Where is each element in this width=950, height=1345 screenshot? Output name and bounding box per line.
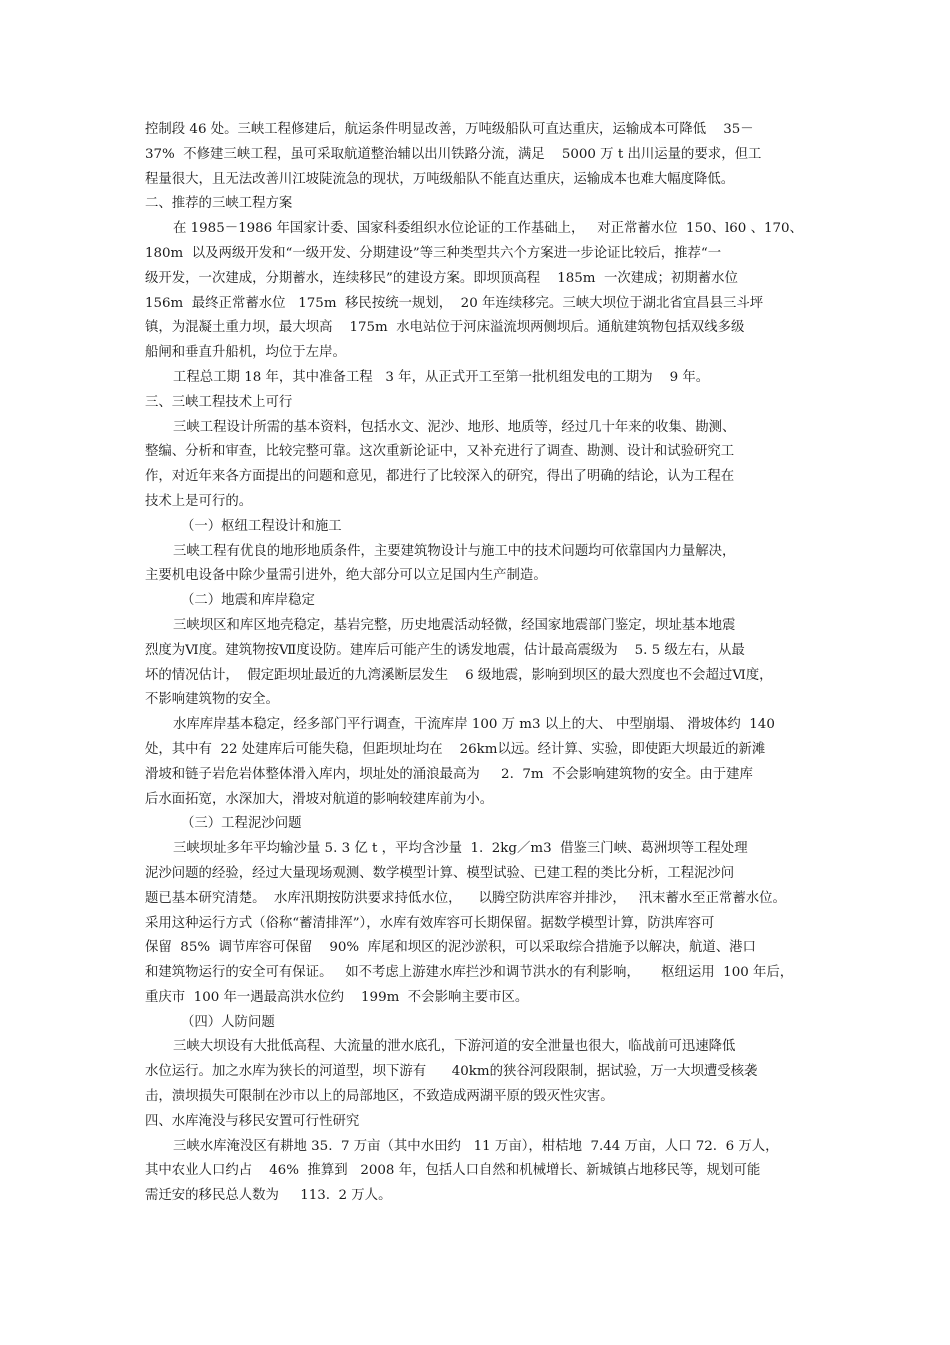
text-line: 水库库岸基本稳定，经多部门平行调查，干流库岸 100 万 m3 以上的大、 中型崩塌、 滑坡体约 140 bbox=[173, 717, 775, 733]
document-body bbox=[145, 118, 815, 1209]
subsection-heading: （二）地震和库岸稳定 bbox=[181, 593, 315, 609]
text-line: 三峡水库淹没区有耕地 35. 7 万亩（其中水田约 11 万亩），柑桔地 7.44 万亩，人口 72. 6 万人， bbox=[173, 1138, 779, 1154]
text-line: 泥沙问题的经验，经过大量现场观测、数学模型计算、模型试验、已建工程的类比分析，工程泥沙问 bbox=[145, 865, 735, 881]
text-line: 采用这种运行方式（俗称“蓄清排浑”），水库有效库容可长期保留。据数学模型计算，防洪库容可 bbox=[145, 915, 715, 931]
text-line: 船闸和垂直升船机，均位于左岸。 bbox=[145, 345, 346, 361]
text-line: 后水面拓宽，水深加大，滑坡对航道的影响较建库前为小。 bbox=[145, 791, 494, 807]
text-line: 水位运行。加之水库为狭长的河道型，坝下游有 40km的狭谷河段限制，据试验，万一大坝遭受核袭 bbox=[145, 1064, 758, 1080]
text-line: 程量很大，且无法改善川江坡陡流急的现状，万吨级船队不能直达重庆，运输成本也难大幅度降低。 bbox=[145, 171, 735, 187]
section-heading: 三、三峡工程技术上可行 bbox=[145, 394, 293, 410]
text-line: 题已基本研究清楚。 水库汛期按防洪要求持低水位， 以腾空防洪库容并排沙， 汛末蓄水至正常蓄水位。 bbox=[145, 890, 786, 906]
text-line: 和建筑物运行的安全可有保证。 如不考虑上游建水库拦沙和调节洪水的有利影响， 枢纽运用 100 年后， bbox=[145, 965, 794, 981]
text-line: 保留 85% 调节库容可保留 90% 库尾和坝区的泥沙淤积，可以采取综合措施予以解决，航道、港口 bbox=[145, 940, 756, 956]
text-line: 三峡工程设计所需的基本资料，包括水文、泥沙、地形、地质等，经过几十年来的收集、勘测、 bbox=[173, 419, 736, 435]
text-line: 技术上是可行的。 bbox=[145, 493, 253, 509]
text-line: 主要机电设备中除少量需引进外，绝大部分可以立足国内生产制造。 bbox=[145, 568, 547, 584]
text-line: 级开发，一次建成，分期蓄水，连续移民”的建设方案。即坝顶高程 185m 一次建成；初期蓄水位 bbox=[145, 270, 738, 286]
text-line: 重庆市 100 年一遇最高洪水位约 199m 不会影响主要市区。 bbox=[145, 989, 529, 1005]
text-line: 处，其中有 22 处建库后可能失稳，但距坝址均在 26km以远。经计算、实验，即使距大坝最近的新滩 bbox=[145, 741, 766, 757]
text-line: 作，对近年来各方面提出的问题和意见，都进行了比较深入的研究，得出了明确的结论，认为工程在 bbox=[145, 469, 735, 485]
text-line: 工程总工期 18 年，其中准备工程 3 年，从正式开工至第一批机组发电的工期为 9 年。 bbox=[173, 369, 710, 385]
text-line: 三峡坝址多年平均输沙量 5. 3 亿 t ，平均含沙量 1. 2kg／m3 借鉴三门峡、葛洲坝等工程处理 bbox=[173, 841, 748, 857]
text-line: 三峡大坝设有大批低高程、大流量的泄水底孔，下游河道的安全泄量也很大，临战前可迅速降低 bbox=[173, 1039, 736, 1055]
text-line: 坏的情况估计， 假定距坝址最近的九湾溪断层发生 6 级地震，影响到坝区的最大烈度也不会超过Ⅵ度， bbox=[145, 667, 773, 683]
subsection-heading: （一）枢纽工程设计和施工 bbox=[181, 518, 342, 534]
subsection-heading: （三）工程泥沙问题 bbox=[181, 816, 302, 832]
subsection-heading: （四）人防问题 bbox=[181, 1014, 275, 1030]
text-line: 整编、分析和审查，比较完整可靠。这次重新论证中，又补充进行了调查、勘测、设计和试验研究工 bbox=[145, 444, 735, 460]
text-line: 需迁安的移民总人数为 113. 2 万人。 bbox=[145, 1188, 392, 1204]
text-line: 156m 最终正常蓄水位 175m 移民按统一规划， 20 年连续移完。三峡大坝位于湖北省宜昌县三斗坪 bbox=[145, 295, 764, 311]
text-line: 控制段 46 处。三峡工程修建后，航运条件明显改善，万吨级船队可直达重庆，运输成本可降低 35－ bbox=[145, 122, 754, 137]
text-line: 在 1985－1986 年国家计委、国家科委组织水位论证的工作基础上， 对正常蓄水位 150、l60 、170、 bbox=[173, 221, 803, 237]
text-line: 37% 不修建三峡工程，虽可采取航道整治辅以出川铁路分流，满足 5000 万 t 出川运量的要求，但工 bbox=[145, 146, 762, 162]
text-line: 其中农业人口约占 46% 推算到 2008 年，包括人口自然和机械增长、新城镇占地移民等，规划可能 bbox=[145, 1163, 761, 1179]
section-heading: 二、推荐的三峡工程方案 bbox=[145, 196, 293, 212]
text-line: 击，溃坝损失可限制在沙市以上的局部地区，不致造成两湖平原的毁灭性灾害。 bbox=[145, 1089, 614, 1105]
text-line: 镇，为混凝土重力坝，最大坝高 175m 水电站位于河床溢流坝两侧坝后。通航建筑物包括双线多级 bbox=[145, 320, 745, 336]
section-heading: 四、水库淹没与移民安置可行性研究 bbox=[145, 1113, 360, 1129]
text-line: 滑坡和链子岩危岩体整体滑入库内，坝址处的涌浪最高为 2. 7m 不会影响建筑物的安全。由于建库 bbox=[145, 766, 753, 782]
text-line: 烈度为Ⅵ度。建筑物按Ⅶ度设防。建库后可能产生的诱发地震，估计最高震级为 5. 5 级左右，从最 bbox=[145, 642, 745, 658]
text-line: 三峡工程有优良的地形地质条件，主要建筑物设计与施工中的技术问题均可依靠国内力量解决， bbox=[173, 543, 736, 559]
text-line: 不影响建筑物的安全。 bbox=[145, 692, 279, 708]
text-line: 180m 以及两级开发和“一级开发、分期建设”等三种类型共六个方案进一步论证比较后，推荐“一 bbox=[145, 245, 722, 261]
text-line: 三峡坝区和库区地壳稳定，基岩完整，历史地震活动轻微，经国家地震部门鉴定，坝址基本地震 bbox=[173, 617, 736, 633]
